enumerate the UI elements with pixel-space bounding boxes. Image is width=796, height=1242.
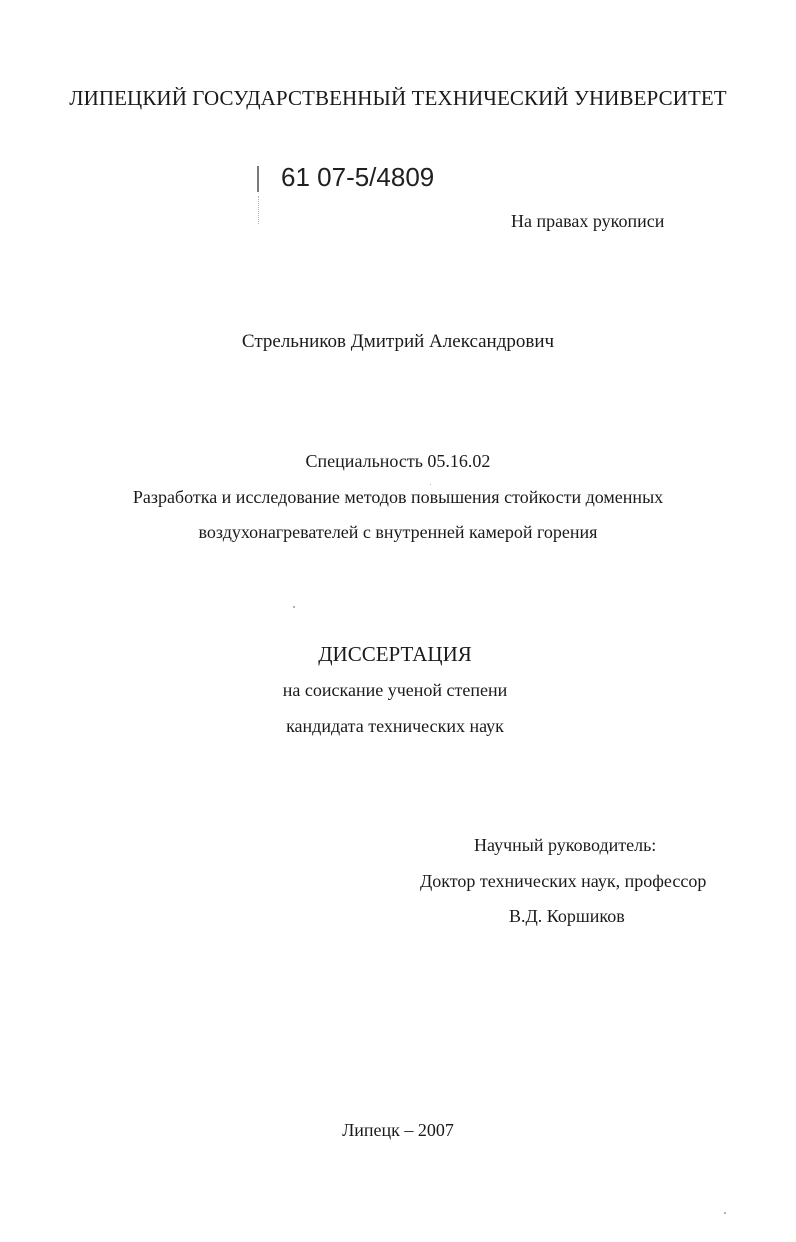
- rights-note: На правах рукописи: [511, 211, 665, 231]
- stamp-bar: [257, 166, 259, 192]
- stamp-dotted-line: [258, 196, 260, 224]
- university-name: ЛИПЕЦКИЙ ГОСУДАРСТВЕННЫЙ ТЕХНИЧЕСКИЙ УНИВЕРСИТЕТ: [69, 86, 727, 110]
- library-stamp-number: 61 07-5/4809: [281, 162, 435, 192]
- thesis-title-line-2: воздухонагревателей с внутренней камерой горения: [198, 522, 598, 542]
- degree-line-2: кандидата технических наук: [286, 716, 504, 736]
- supervisor-title: Доктор технических наук, профессор: [420, 871, 707, 891]
- city-year: Липецк – 2007: [342, 1120, 454, 1140]
- scan-speck: [724, 1212, 726, 1214]
- author-name: Стрельников Дмитрий Александрович: [241, 331, 555, 352]
- thesis-title-line-1: Разработка и исследование методов повышения стойкости доменных: [132, 487, 664, 507]
- supervisor-name: В.Д. Коршиков: [509, 906, 625, 926]
- scan-speck: [430, 484, 431, 485]
- specialty-code: Специальность 05.16.02: [305, 451, 491, 471]
- degree-line-1: на соискание ученой степени: [282, 680, 508, 700]
- document-type: ДИССЕРТАЦИЯ: [318, 642, 472, 666]
- supervisor-label: Научный руководитель:: [474, 835, 657, 855]
- scan-speck: [293, 606, 295, 608]
